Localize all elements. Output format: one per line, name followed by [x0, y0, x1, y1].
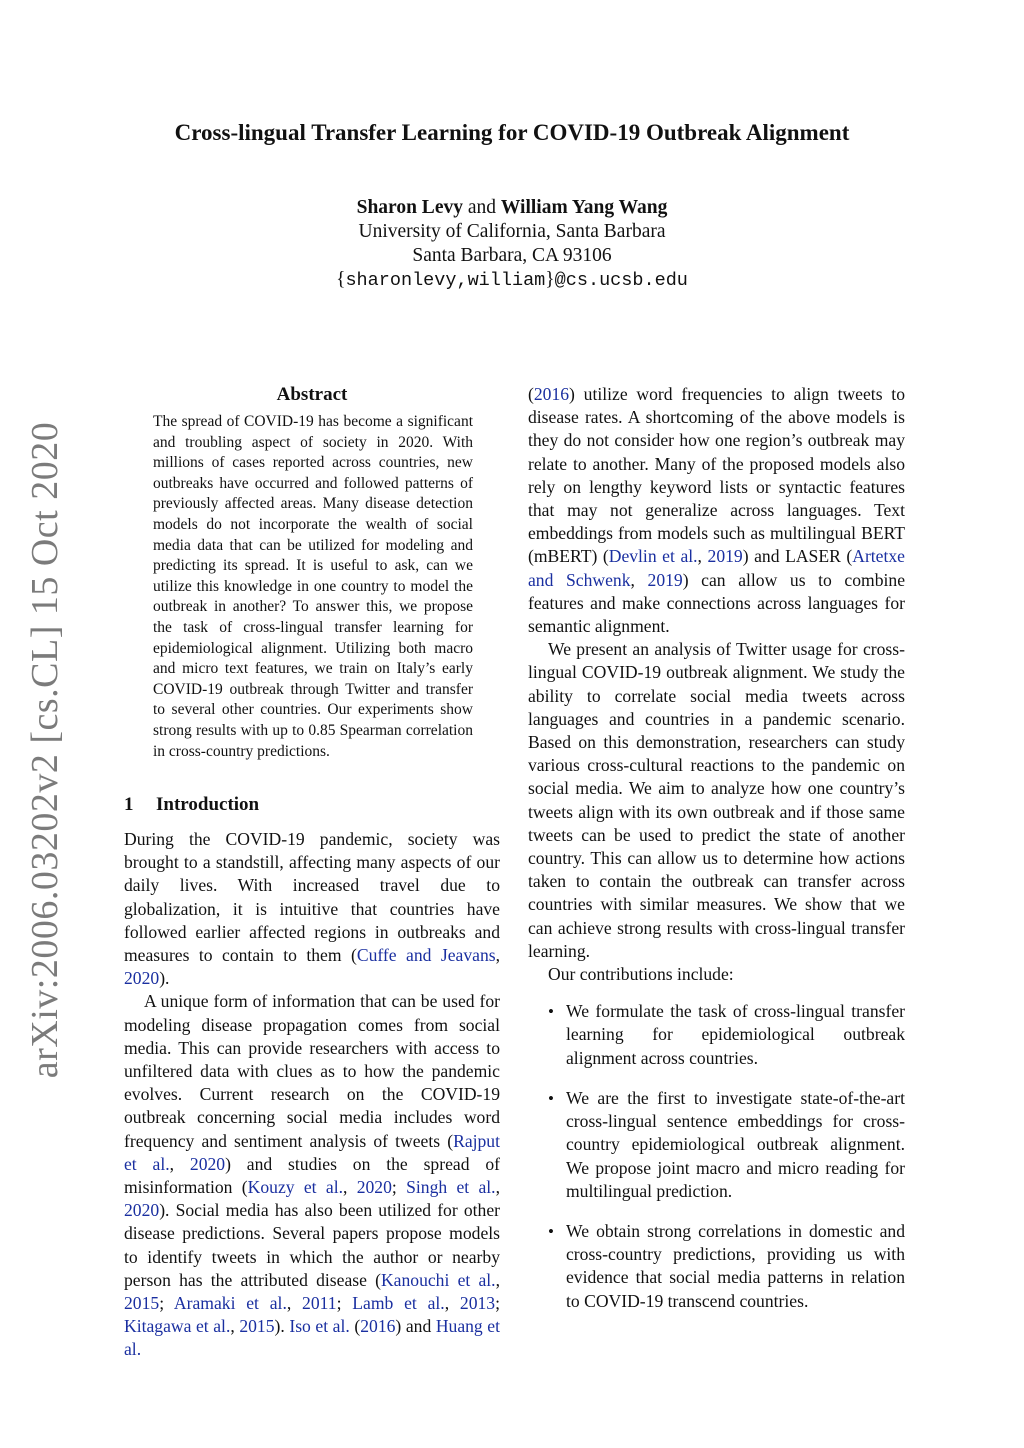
intro-paragraph-2: A unique form of information that can be used for modeling disease propagation comes from social media. This can provide researchers with access to unfiltered data with clues as to how the pandemic evolves. Current research on the COVID-19 outbreak concerning social media includes word frequency and sentiment analysis of tweets (Rajput et al., 2020) and studies on the spread of misinformation (Kouzy et al., 2020; Singh et al., 2020). Social media has also been utilized for other disease predictions. Several papers propose models to identify tweets in which the author or nearby person has the attributed disease (Kanouchi et al., 2015; Aramaki et al., 2011; Lamb et al., 2013; Kitagawa et al., 2015). Iso et al. (2016) and Huang et al.	[124, 991, 500, 1360]
list-item: • We formulate the task of cross-lingual transfer learning for epidemiological outbreak alignment across countries.	[548, 1001, 905, 1068]
paper-title: Cross-lingual Transfer Learning for COVID-19 Outbreak Alignment	[174, 120, 850, 145]
citation-link[interactable]: Kanouchi et al.	[380, 1269, 496, 1290]
right-paragraph-3: Our contributions include:	[548, 964, 734, 985]
left-column-body	[124, 828, 500, 1362]
citation-year-link[interactable]: 2019	[707, 546, 743, 567]
citation-year-link[interactable]: 2020	[189, 1153, 226, 1174]
author-conjunction: and	[467, 197, 496, 218]
citation-year-link[interactable]: 2016	[533, 384, 570, 404]
citation-year-link[interactable]: 2011	[302, 1293, 337, 1314]
intro-paragraph-1: During the COVID-19 pandemic, society was brought to a standstill, affecting many aspects of our daily lives. With increased travel due to globalization, it is intuitive that countries have followed earlier affected regions in outbreaks and measures to contain to them (Cuffe and Jeavans, 2020).	[124, 829, 501, 989]
section-heading-introduction	[124, 793, 500, 817]
citation-year-link[interactable]: 2015	[124, 1293, 160, 1314]
contributions-list	[528, 1000, 905, 1312]
citation-link[interactable]: Lamb et al.	[352, 1293, 445, 1314]
right-column-body	[528, 383, 905, 1330]
bullet-icon: •	[548, 1221, 554, 1241]
citation-link[interactable]: Kouzy et al.	[247, 1177, 343, 1198]
right-paragraph-2: We present an analysis of Twitter usage for cross-lingual COVID-19 outbreak alignment. We study the ability to correlate social media tweets across languages and countries in a pandemic scenario. Based on this demonstration, researchers can study various cross-cultural reactions to the pandemic on social media. We aim to analyze how one country’s tweets align with its own outbreak and if those same tweets can be used to predict the state of another country. This can allow us to determine how actions taken to contain the outbreak can transfer across countries with similar measures. We show that we can achieve strong results with cross-lingual transfer learning.	[528, 639, 905, 961]
right-paragraph-1: (2016) utilize word frequencies to align tweets to disease rates. A shortcoming of the above models is they do not consider how one region’s outbreak may relate to another. Many of the proposed models also rely on lengthy keyword lists or syntactic features that may not generalize across languages. Text embeddings from models such as multilingual BERT (mBERT) (Devlin et al., 2019) and LASER (Artetxe and Schwenk, 2019) can allow us to combine features and make connections across languages for semantic alignment.	[528, 384, 906, 637]
abstract-heading: Abstract	[276, 384, 348, 405]
list-item: • We obtain strong correlations in domestic and cross-country predictions, providing us with evidence that social media patterns in relation to COVID-19 transcend countries.	[548, 1220, 905, 1311]
citation-year-link[interactable]: 2016	[360, 1316, 396, 1337]
arxiv-stamp-text: arXiv:2006.03202v2 [cs.CL] 15 Oct 2020	[24, 421, 66, 1079]
email	[0, 268, 1024, 292]
affiliation: University of California, Santa Barbara	[358, 221, 666, 242]
citation-link[interactable]: Rajput et al.	[124, 1130, 500, 1174]
abstract-text: The spread of COVID-19 has become a significant and troubling aspect of society in 2020. With millions of cases reported across countries, new outbreaks have occurred and followed patterns of previously affected areas. Many disease detection models do not incorporate the wealth of social media data that can be utilized for modeling and predicting its spread. It is useful to ask, can we utilize this knowledge in one country to model the outbreak in another? To answer this, we propose the task of cross-lingual transfer learning for epidemiological alignment. Utilizing both macro and micro text features, we train on Italy’s early COVID-19 outbreak through Twitter and transfer to several other countries. Our experiments show strong results with up to 0.85 Spearman correlation in cross-country predictions.	[153, 413, 473, 760]
citation-link[interactable]: Devlin et al.	[608, 546, 698, 567]
author-2: William Yang Wang	[500, 197, 668, 218]
citation-link[interactable]: Iso et al.	[289, 1316, 350, 1337]
citation-year-link[interactable]: 2020	[124, 1200, 160, 1221]
bullet-icon: •	[548, 1088, 554, 1108]
citation-link[interactable]: Cuffe and Jeavans	[356, 945, 496, 966]
section-title: Introduction	[156, 794, 260, 815]
citation-link[interactable]: Artetxe and Schwenk	[528, 546, 905, 590]
citation-year-link[interactable]: 2019	[647, 569, 683, 590]
citation-year-link[interactable]: 2020	[124, 968, 160, 989]
email-names: sharonlevy,william	[345, 270, 546, 291]
author-block	[0, 196, 1024, 292]
bullet-icon: •	[548, 1002, 554, 1022]
section-number: 1	[124, 794, 134, 815]
address: Santa Barbara, CA 93106	[412, 245, 612, 266]
citation-link[interactable]: Huang et al.	[124, 1316, 500, 1360]
list-item: • We are the first to investigate state-of-the-art cross-lingual sentence embeddings for cross-country epidemiological outbreak alignment. We propose joint macro and micro reading for multilingual prediction.	[548, 1087, 905, 1201]
citation-year-link[interactable]: 2015	[239, 1316, 275, 1337]
citation-link[interactable]: Kitagawa et al.	[124, 1316, 231, 1337]
email-domain: @cs.ucsb.edu	[554, 270, 688, 291]
author-1: Sharon Levy	[356, 197, 463, 218]
arxiv-stamp	[0, 0, 90, 1448]
email-brace-close: }	[545, 269, 555, 290]
email-brace-open: {	[336, 269, 346, 290]
citation-year-link[interactable]: 2020	[356, 1177, 392, 1198]
citation-link[interactable]: Aramaki et al.	[173, 1293, 287, 1314]
citation-link[interactable]: Singh et al.	[406, 1177, 496, 1198]
citation-year-link[interactable]: 2013	[459, 1293, 496, 1314]
author-names	[0, 196, 1024, 220]
